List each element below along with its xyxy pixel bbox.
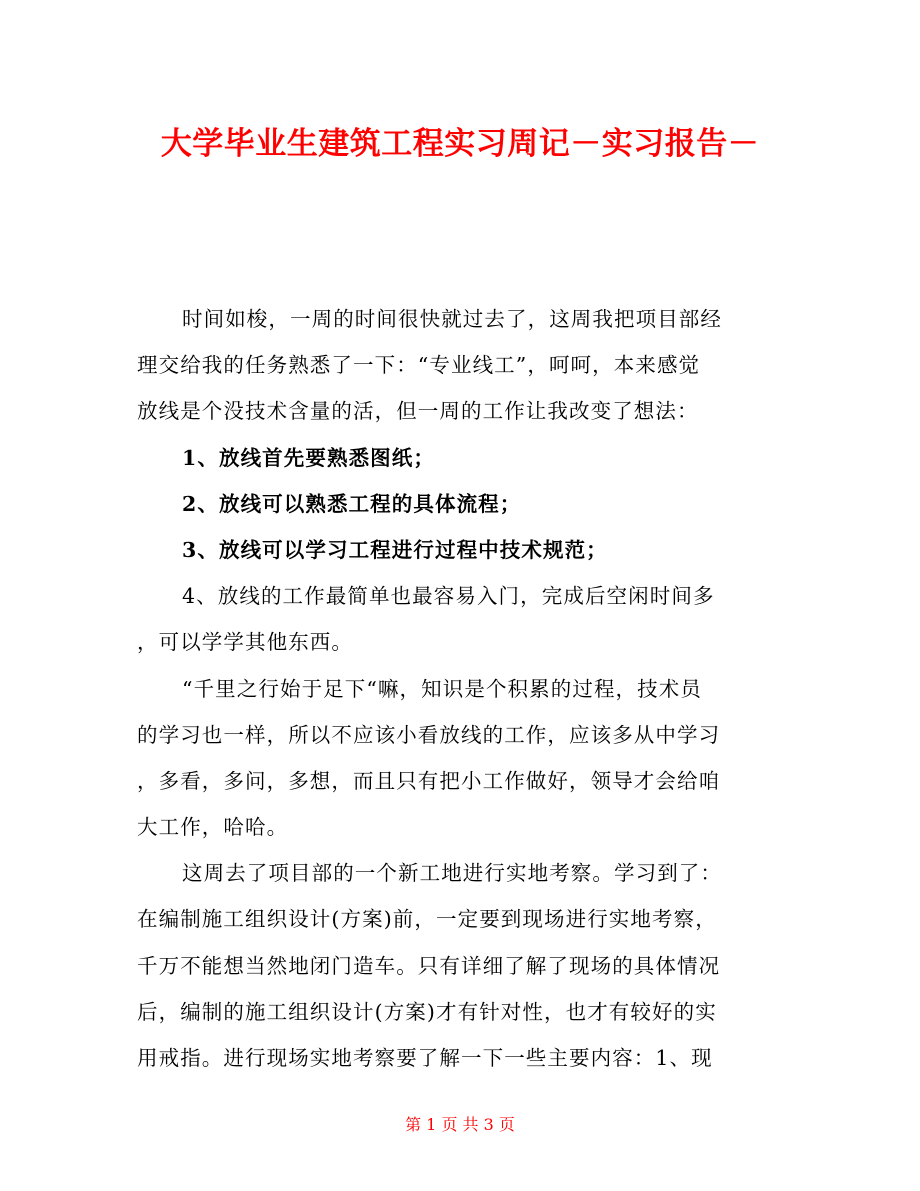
document-body — [137, 296, 787, 1081]
line-text: ，多看，多问，多想，而且只有把小工作做好，领导才会给咱 — [137, 768, 721, 793]
line-text: ，可以学学其他东西。 — [137, 630, 353, 655]
line-text: 1、放线首先要熟悉图纸； — [182, 445, 435, 470]
document-title: 大学毕业生建筑工程实习周记－实习报告－ — [160, 126, 760, 162]
line-text: 千万不能想当然地闭门造车。只有详细了解了现场的具体情况 — [137, 953, 721, 978]
body-line — [137, 666, 787, 712]
line-text: 理交给我的任务熟悉了一下：“专业线工”，呵呵，本来感觉 — [137, 353, 701, 378]
line-text: 4、放线的工作最简单也最容易入门，完成后空闲时间多 — [182, 584, 715, 609]
body-line — [137, 943, 787, 989]
line-text: 大工作，哈哈。 — [137, 815, 289, 840]
line-text: 在编制施工组织设计(方案)前，一定要到现场进行实地考察， — [137, 907, 717, 932]
body-line — [137, 758, 787, 804]
body-line — [137, 481, 787, 527]
line-text: 3、放线可以学习工程进行过程中技术规范； — [182, 537, 608, 562]
line-text: 时间如梭，一周的时间很快就过去了，这周我把项目部经 — [182, 307, 722, 331]
body-line — [137, 896, 787, 942]
body-line — [137, 573, 787, 619]
body-line — [137, 296, 787, 342]
body-line — [137, 804, 787, 850]
body-line — [137, 712, 787, 758]
body-line — [137, 619, 787, 665]
line-text: “千里之行始于足下“嘛，知识是个积累的过程，技术员 — [182, 676, 702, 701]
body-line — [137, 388, 787, 434]
body-line — [137, 342, 787, 388]
line-text: 后，编制的施工组织设计(方案)才有针对性，也才有较好的实 — [137, 999, 717, 1024]
line-text: 用戒指。进行现场实地考察要了解一下一些主要内容：1、现 — [137, 1046, 713, 1070]
body-line — [137, 435, 787, 481]
line-text: 放线是个没技术含量的活，但一周的工作让我改变了想法： — [137, 399, 699, 424]
body-line — [137, 1035, 787, 1081]
body-line — [137, 989, 787, 1035]
page-number-footer: 第 1 页 共 3 页 — [405, 1115, 515, 1134]
body-line — [137, 527, 787, 573]
line-text: 2、放线可以熟悉工程的具体流程； — [182, 491, 522, 516]
body-line — [137, 850, 787, 896]
line-text: 这周去了项目部的一个新工地进行实地考察。学习到了： — [182, 861, 722, 886]
line-text: 的学习也一样，所以不应该小看放线的工作，应该多从中学习 — [137, 722, 721, 747]
